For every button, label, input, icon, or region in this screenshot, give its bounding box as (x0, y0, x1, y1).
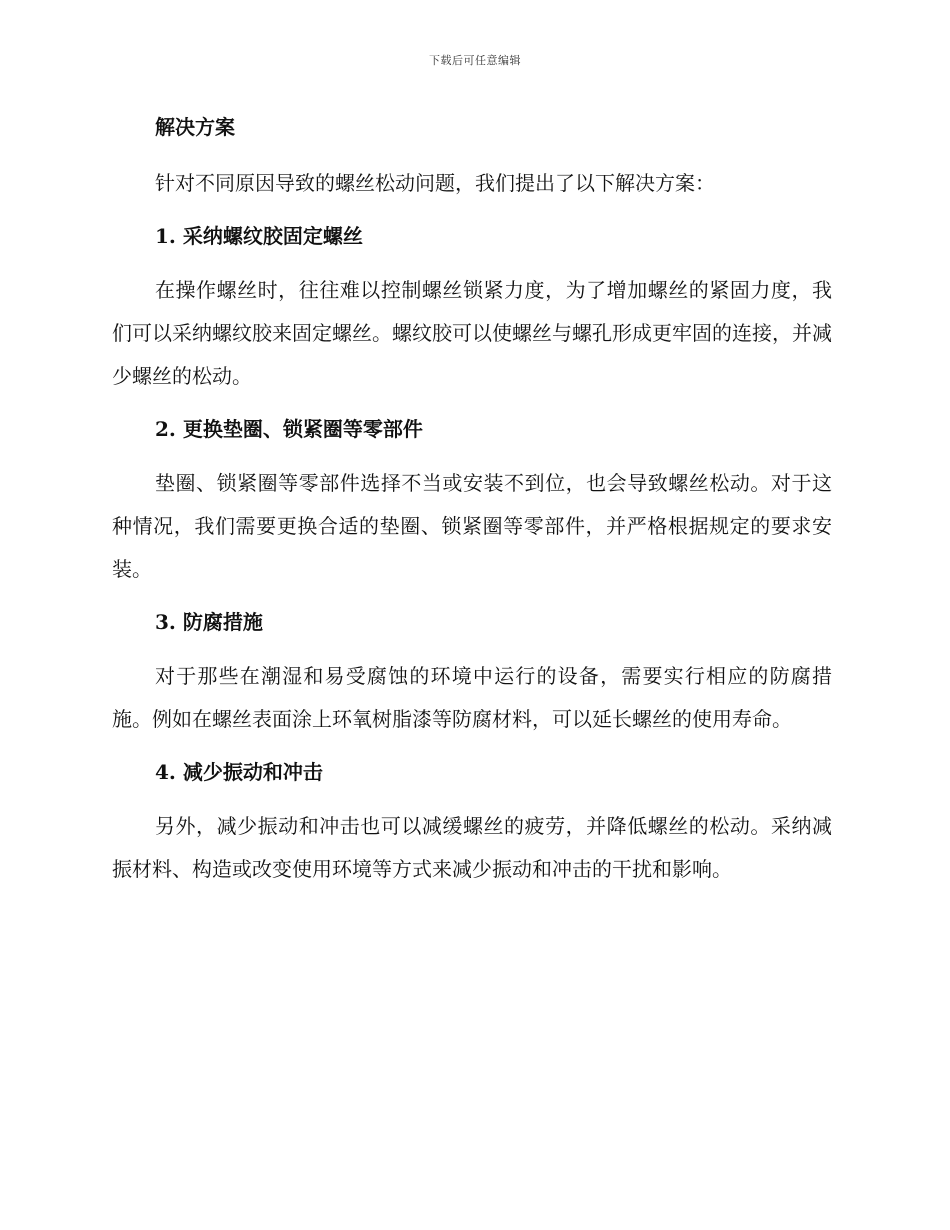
section-heading-4: 4. 减少振动和冲击 (155, 760, 323, 784)
intro-paragraph: 针对不同原因导致的螺丝松动问题，我们提出了以下解决方案： (155, 171, 715, 195)
section-body-2: 垫圈、锁紧圈等零部件选择不当或安装不到位，也会导致螺丝松动。对于这种情况，我们需要更换合适的垫圈、锁紧圈等零部件，并严格根据规定的要求安装。 (112, 471, 832, 581)
section-body-1: 在操作螺丝时，往往难以控制螺丝锁紧力度，为了增加螺丝的紧固力度，我们可以采纳螺纹胶来固定螺丝。螺纹胶可以使螺丝与螺孔形成更牢固的连接，并减少螺丝的松动。 (112, 278, 832, 388)
section-heading-3: 3. 防腐措施 (155, 610, 263, 634)
section-heading-2: 2. 更换垫圈、锁紧圈等零部件 (155, 417, 423, 441)
document-body (112, 108, 832, 891)
section-body-3: 对于那些在潮湿和易受腐蚀的环境中运行的设备，需要实行相应的防腐措施。例如在螺丝表面涂上环氧树脂漆等防腐材料，可以延长螺丝的使用寿命。 (112, 664, 832, 731)
section-heading-1: 1. 采纳螺纹胶固定螺丝 (155, 224, 363, 248)
document-title: 解决方案 (155, 115, 235, 139)
page-header: 下载后可任意编辑 (429, 54, 521, 67)
section-body-4: 另外，减少振动和冲击也可以减缓螺丝的疲劳，并降低螺丝的松动。采纳减振材料、构造或改变使用环境等方式来减少振动和冲击的干扰和影响。 (112, 814, 832, 881)
